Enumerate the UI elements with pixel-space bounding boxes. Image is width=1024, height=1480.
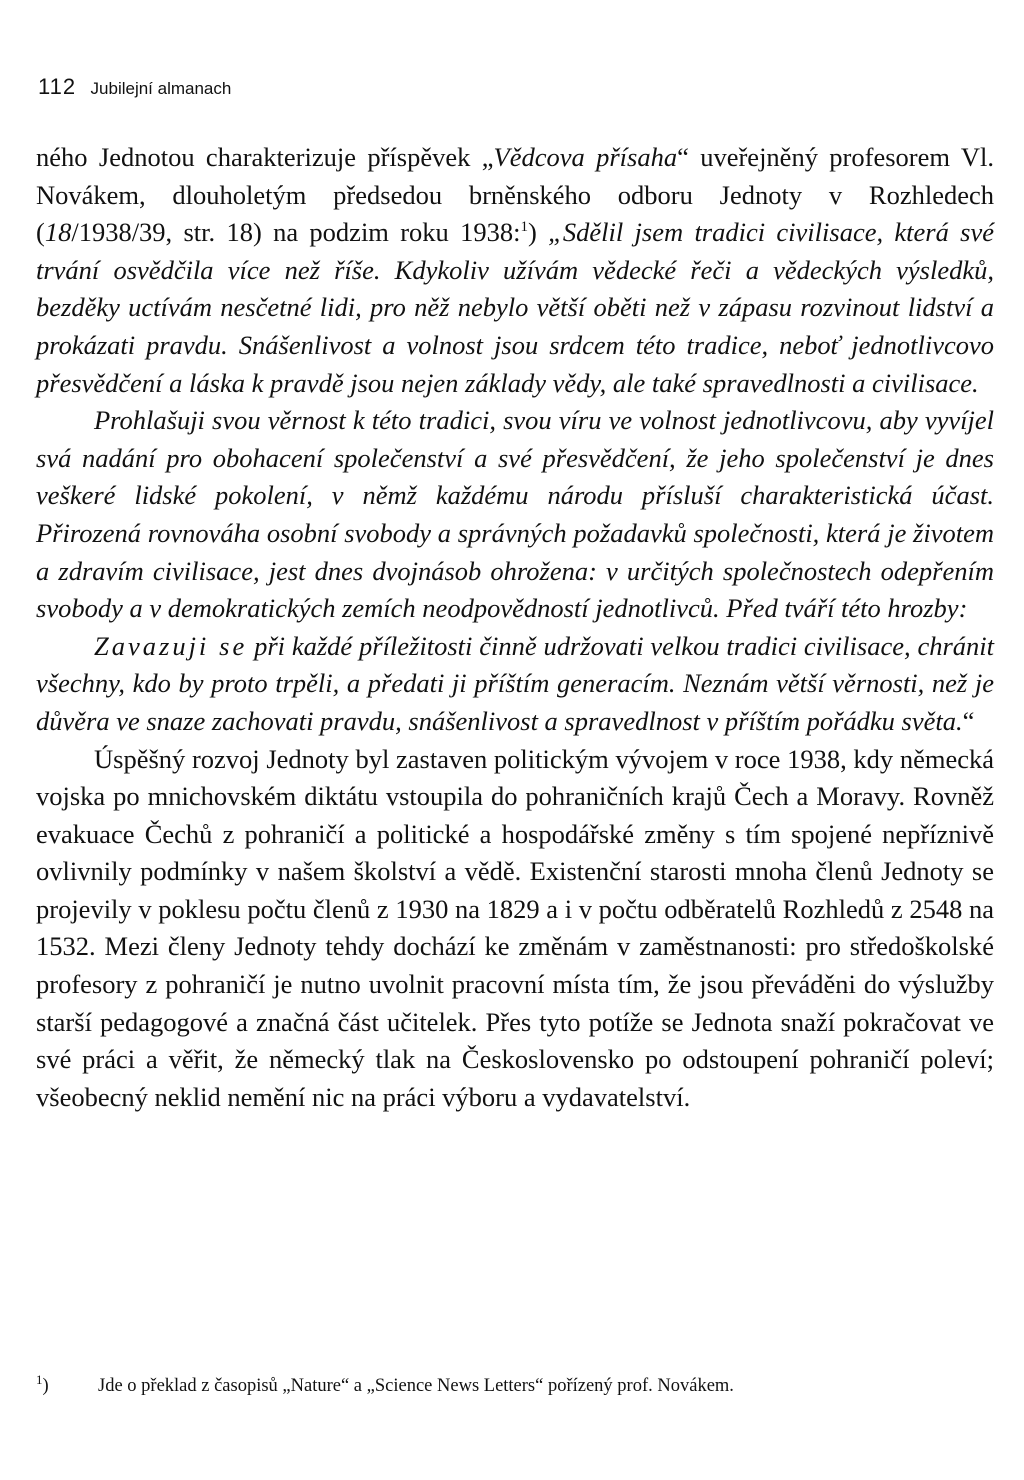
page-number: 112 [38, 74, 77, 99]
paragraph-2: Prohlašuji svou věrnost k této tradici, svou víru ve volnost jednotlivcovu, aby vyvíjel svá nadání pro obohacení společenství a své přesvědčení, že jeho společenství je dnes veškeré lidské pokolení, v němž každému národu přísluší charakteristická účast. Přirozená rovnováha osobní svobody a správných požadavků společnosti, která je životem a zdravím civilisace, jest dnes dvojnásob ohrožena: v určitých společnostech odepřením svobody a v demokratických zemích neodpovědností jednotlivců. Před tváří této hrozby: [36, 405, 994, 624]
closing-quote: “ [962, 705, 975, 736]
footnote [36, 1374, 996, 1398]
body-text [36, 139, 994, 1116]
footnote-mark: $^1$) [36, 1372, 49, 1396]
paragraph-3: Zavazuji se při každé příležitosti činně udržovati velkou tradici civilisace, chránit všechny, kdo by proto trpěli, a předati ji příštím generacím. Neznám větší věrnosti, než je důvěra ve snaze zachovati pravdu, snášenlivost a spravedlnost v příštím pořádku světa.“ [36, 630, 994, 736]
footnote-ref: 1 [520, 219, 528, 236]
paragraph-1: ného Jednotou charakterizuje příspěvek „Vědcova přísaha“ uveřejněný profesorem Vl. Novákem, dlouholetým předsedou brněnského odboru Jednoty v Rozhledech (18/1938/39, str. 18) na podzim roku 1938:$^1$) „Sdělil jsem tradici civilisace, která své trvání osvědčila více než říše. Kdykoliv užívám vědecké řeči a vědeckých výsledků, bezděky uctívám nesčetné lidi, pro něž nebylo větší oběti než v zápasu rozvinout lidství a prokázati pravdu. Snášenlivost a volnost jsou srdcem této tradice, neboť jednotlivcovo přesvědčení a láska k pravdě jsou nejen základy vědy, ale také spravedlnosti a civilisace. [36, 142, 995, 398]
emphasized-phrase: Zavazuji se [94, 630, 248, 661]
paragraph-4: Úspěšný rozvoj Jednoty byl zastaven politickým vývojem v roce 1938, kdy německá vojska po mnichovském diktátu vstoupila do pohraničních krajů Čech a Moravy. Rovněž evakuace Čechů z pohraničí a politické a hospodářské změny s tím spojené nepříznivě ovlivnily podmínky v našem školství a vědě. Existenční starosti mnoha členů Jednoty se projevily v poklesu počtu členů z 1930 na 1829 a i v počtu odběratelů Rozhledů z 2548 na 1532. Mezi členy Jednoty tehdy dochází ke změnám v zaměstnanosti: pro středoškolské profesory z pohraničí je nutno uvolnit pracovní místa tím, že jsou převáděni do výslužby starší pedagogové a značná část učitelek. Přes tyto potíže se Jednota snaží pokračovat ve své práci a věřit, že německý tlak na Československo po odstoupení pohraničí poleví; všeobecný neklid nemění nic na práci výboru a vydavatelství. [36, 743, 994, 1112]
quote-part-1: „Sdělil jsem tradici civilisace, která své trvání osvědčila více než říše. Kdykoliv užívám vědecké řeči a vědeckých výsledků, bezděky uctívám nesčetné lidi, pro něž nebylo větší oběti než v zápasu rozvinout lidství a prokázati pravdu. Snášenlivost a volnost jsou srdcem této tradice, neboť jednotlivcovo přesvědčení a láska k pravdě jsou nejen základy vědy, ale také spravedlnosti a civilisace. [36, 217, 995, 398]
running-title: Jubilejní almanach [90, 79, 232, 98]
article-title: Vědcova přísaha [493, 142, 678, 172]
page-header [38, 74, 231, 100]
footnote-text: Jde o překlad z časopisů „Nature“ a „Science News Letters“ pořízený prof. Novákem. [98, 1376, 734, 1396]
volume-number: 18 [44, 217, 72, 248]
